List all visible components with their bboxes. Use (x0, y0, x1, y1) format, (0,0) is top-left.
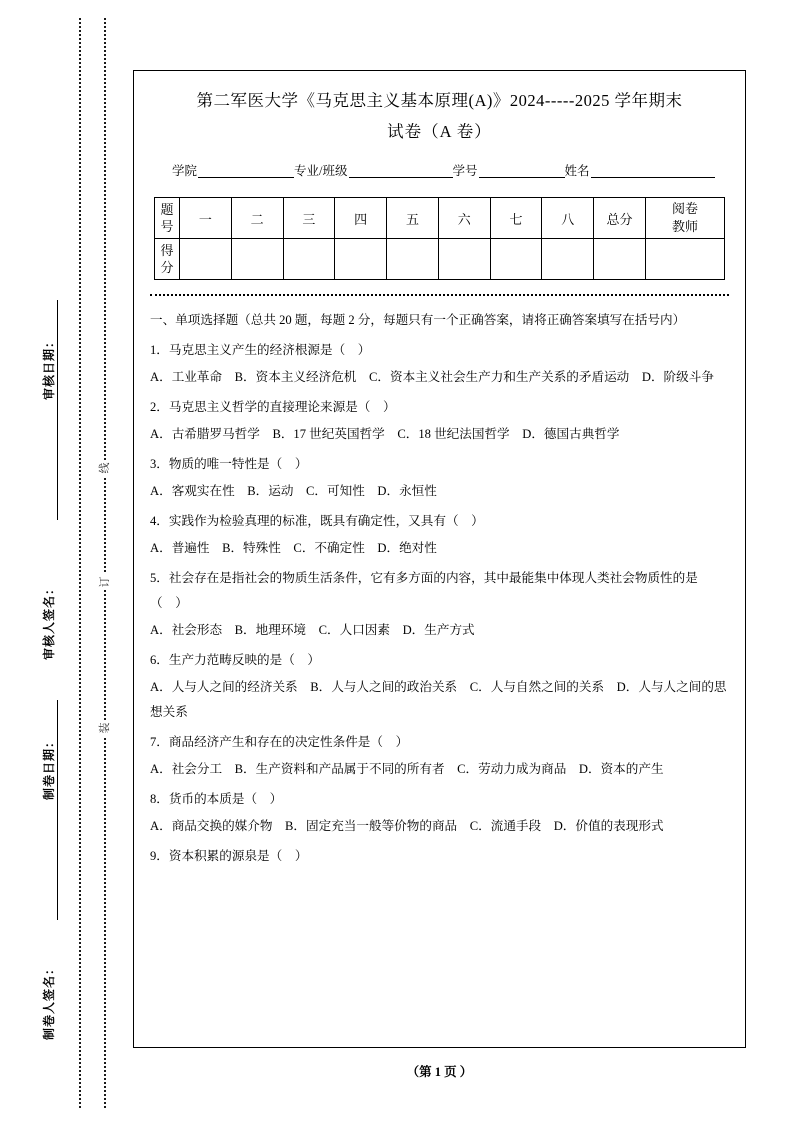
question-stem-3: 3．物质的唯一特性是（ ） (150, 457, 308, 471)
score-cell-6[interactable] (438, 239, 490, 280)
section-heading: 一、单项选择题（总共 20 题，每题 2 分，每题只有一个正确答案，请将正确答案填写在括号内） (150, 313, 686, 327)
fold-char-ding: 订 (94, 574, 114, 590)
dotted-separator (150, 294, 729, 296)
question-item-7 (150, 730, 729, 782)
rowheader-question-line1: 题 (160, 202, 174, 217)
field-input-name[interactable] (591, 164, 715, 178)
score-cell-7[interactable] (490, 239, 542, 280)
margin-label-prepare-date: 制卷日期： (42, 734, 56, 800)
field-input-major-class[interactable] (349, 164, 453, 178)
score-cell-5[interactable] (387, 239, 439, 280)
score-table-col-2: 二 (231, 198, 283, 239)
table-row-question-numbers (155, 198, 725, 239)
question-options-6: A．人与人之间的经济关系 B．人与人之间的政治关系 C．人与自然之间的关系 D．人与人之间的思想关系 (150, 680, 727, 719)
question-item-2 (150, 395, 729, 447)
score-table-col-7: 七 (490, 198, 542, 239)
margin-rule-upper (57, 300, 58, 520)
question-options-3: A．客观实在性 B．运动 C．可知性 D．永恒性 (150, 484, 437, 498)
score-table-col-5: 五 (387, 198, 439, 239)
score-table-col-1: 一 (180, 198, 232, 239)
margin-label-review-date: 审核日期： (42, 334, 56, 400)
question-stem-1: 1．马克思主义产生的经济根源是（ ） (150, 343, 371, 357)
question-options-7: A．社会分工 B．生产资料和产品属于不同的所有者 C．劳动力成为商品 D．资本的产生 (150, 762, 664, 776)
margin-rule-lower (57, 700, 58, 920)
score-table-rowheader-score (155, 239, 180, 280)
page-footer: （第 1 页 ） (406, 1065, 473, 1079)
score-cell-2[interactable] (231, 239, 283, 280)
score-cell-4[interactable] (335, 239, 387, 280)
question-section (146, 308, 733, 869)
exam-paper-body (133, 70, 746, 1048)
score-table-col-3: 三 (283, 198, 335, 239)
question-item-6 (150, 648, 729, 725)
question-stem-6: 6．生产力范畴反映的是（ ） (150, 653, 321, 667)
score-table-col-grader (646, 198, 725, 239)
field-input-college[interactable] (198, 164, 294, 178)
binding-margin-strip (0, 0, 133, 1122)
grader-label-line1: 阅卷 (671, 201, 698, 216)
fold-char-zhuang: 装 (94, 720, 114, 736)
score-cell-8[interactable] (542, 239, 594, 280)
exam-subtitle: 试卷（A 卷） (387, 122, 492, 141)
margin-label-reviewer-signature: 审核人签名： (42, 581, 56, 660)
question-stem-4: 4．实践作为检验真理的标准，既具有确定性，又具有（ ） (150, 514, 484, 528)
score-table (154, 197, 725, 280)
fold-dotline-outer (79, 18, 81, 1108)
margin-label-preparer-signature: 制卷人签名： (42, 961, 56, 1040)
question-options-5: A．社会形态 B．地理环境 C．人口因素 D．生产方式 (150, 623, 475, 637)
rowheader-score-line1: 得 (160, 243, 174, 258)
table-row-scores (155, 239, 725, 280)
question-stem-8: 8．货币的本质是（ ） (150, 792, 283, 806)
question-item-5 (150, 566, 729, 643)
question-options-2: A．古希腊罗马哲学 B．17 世纪英国哲学 C．18 世纪法国哲学 D．德国古典哲学 (150, 427, 620, 441)
question-options-1: A．工业革命 B．资本主义经济危机 C．资本主义社会生产力和生产关系的矛盾运动 D．阶级斗争 (150, 370, 714, 384)
score-table-rowheader-question (155, 198, 180, 239)
question-item-1 (150, 338, 729, 390)
fold-dotline-inner (104, 18, 106, 1108)
rowheader-question-line2: 号 (160, 219, 174, 234)
score-cell-total[interactable] (594, 239, 646, 280)
field-label-college: 学院 (172, 164, 198, 178)
score-cell-3[interactable] (283, 239, 335, 280)
question-stem-9: 9．资本积累的源泉是（ ） (150, 849, 308, 863)
field-label-name: 姓名 (564, 164, 590, 178)
exam-title: 第二军医大学《马克思主义基本原理(A)》2024-----2025 学年期末 (196, 91, 683, 110)
question-options-8: A．商品交换的媒介物 B．固定充当一般等价物的商品 C．流通手段 D．价值的表现形式 (150, 819, 664, 833)
score-cell-1[interactable] (180, 239, 232, 280)
grader-label-line2: 教师 (671, 219, 698, 234)
student-info-row (146, 161, 733, 179)
question-stem-7: 7．商品经济产生和存在的决定性条件是（ ） (150, 735, 409, 749)
score-table-col-8: 八 (542, 198, 594, 239)
score-table-col-6: 六 (438, 198, 490, 239)
field-input-student-id[interactable] (479, 164, 565, 178)
score-table-col-4: 四 (335, 198, 387, 239)
question-item-8 (150, 787, 729, 839)
field-label-student-id: 学号 (452, 164, 478, 178)
question-stem-5: 5．社会存在是指社会的物质生活条件，它有多方面的内容，其中最能集中体现人类社会物质性的是（ ） (150, 571, 698, 610)
score-table-col-total: 总分 (594, 198, 646, 239)
question-options-4: A．普遍性 B．特殊性 C．不确定性 D．绝对性 (150, 541, 437, 555)
question-item-3 (150, 452, 729, 504)
field-label-major-class: 专业/班级 (294, 164, 348, 178)
rowheader-score-line2: 分 (160, 260, 174, 275)
fold-char-xian: 线 (94, 460, 114, 476)
question-item-9 (150, 844, 729, 869)
question-stem-2: 2．马克思主义哲学的直接理论来源是（ ） (150, 400, 396, 414)
question-item-4 (150, 509, 729, 561)
score-cell-grader[interactable] (646, 239, 725, 280)
